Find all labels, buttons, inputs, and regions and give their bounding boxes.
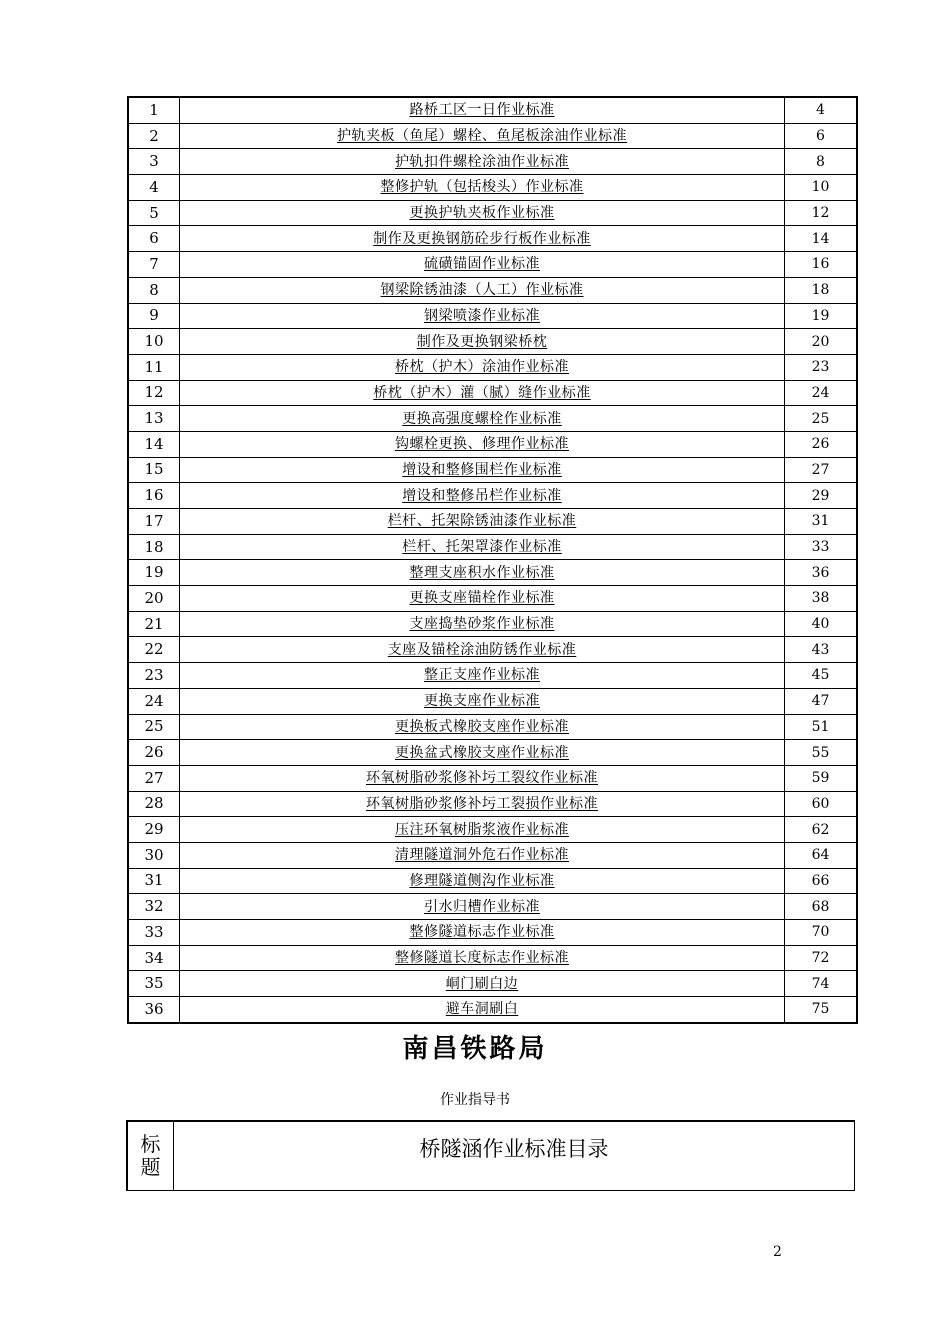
- toc-item-page: 14: [785, 226, 858, 252]
- toc-item-link[interactable]: 桥枕（护木）灌（腻）缝作业标准: [373, 384, 591, 401]
- toc-item-link[interactable]: 制作及更换钢筋砼步行板作业标准: [373, 230, 591, 247]
- title-label: [128, 1122, 174, 1190]
- toc-row: [128, 586, 857, 612]
- toc-item-title-cell: [180, 457, 785, 483]
- toc-item-title-cell: [180, 149, 785, 175]
- toc-item-number: 2: [128, 123, 180, 149]
- toc-item-page: 31: [785, 509, 858, 535]
- toc-row: [128, 252, 857, 278]
- toc-item-number: 20: [128, 586, 180, 612]
- toc-item-link[interactable]: 更换盆式橡胶支座作业标准: [395, 744, 569, 761]
- toc-item-title-cell: [180, 637, 785, 663]
- toc-item-number: 28: [128, 791, 180, 817]
- toc-item-page: 68: [785, 894, 858, 920]
- toc-row: [128, 457, 857, 483]
- toc-item-link[interactable]: 整理支座积水作业标准: [409, 564, 555, 581]
- toc-row: [128, 894, 857, 920]
- toc-item-number: 9: [128, 303, 180, 329]
- toc-item-page: 64: [785, 842, 858, 868]
- toc-item-title-cell: [180, 894, 785, 920]
- toc-item-number: 30: [128, 842, 180, 868]
- toc-body: [128, 97, 857, 1023]
- toc-item-number: 7: [128, 252, 180, 278]
- toc-item-page: 33: [785, 534, 858, 560]
- toc-item-page: 66: [785, 868, 858, 894]
- toc-item-title-cell: [180, 765, 785, 791]
- toc-item-page: 47: [785, 688, 858, 714]
- toc-item-title-cell: [180, 560, 785, 586]
- toc-item-number: 4: [128, 175, 180, 201]
- toc-item-number: 34: [128, 945, 180, 971]
- toc-item-link[interactable]: 制作及更换钢梁桥枕: [416, 333, 548, 350]
- toc-item-number: 36: [128, 997, 180, 1023]
- toc-item-number: 35: [128, 971, 180, 997]
- toc-row: [128, 406, 857, 432]
- toc-item-link[interactable]: 桥枕（护木）涂油作业标准: [395, 359, 569, 376]
- toc-item-link[interactable]: 避车洞刷白: [445, 1001, 519, 1018]
- toc-item-number: 23: [128, 663, 180, 689]
- toc-item-page: 25: [785, 406, 858, 432]
- toc-item-page: 55: [785, 740, 858, 766]
- toc-row: [128, 175, 857, 201]
- page-number: 2: [773, 1244, 782, 1260]
- toc-row: [128, 920, 857, 946]
- toc-item-title-cell: [180, 791, 785, 817]
- toc-item-title-cell: [180, 740, 785, 766]
- toc-item-title-cell: [180, 920, 785, 946]
- toc-item-title-cell: [180, 586, 785, 612]
- toc-item-link[interactable]: 钢梁喷漆作业标准: [424, 307, 540, 324]
- title-box: [126, 1120, 855, 1191]
- toc-row: [128, 277, 857, 303]
- toc-item-link[interactable]: 修理隧道侧沟作业标准: [409, 872, 555, 889]
- toc-item-link[interactable]: 栏杆、托架除锈油漆作业标准: [387, 513, 577, 530]
- toc-item-number: 24: [128, 688, 180, 714]
- document-title: 桥隧涵作业标准目录: [419, 1137, 609, 1161]
- toc-item-page: 75: [785, 997, 858, 1023]
- toc-item-link[interactable]: 整正支座作业标准: [424, 667, 540, 684]
- toc-item-link[interactable]: 更换支座锚栓作业标准: [409, 590, 555, 607]
- toc-item-title-cell: [180, 534, 785, 560]
- toc-row: [128, 868, 857, 894]
- toc-item-number: 10: [128, 329, 180, 355]
- toc-item-number: 5: [128, 200, 180, 226]
- toc-item-page: 20: [785, 329, 858, 355]
- toc-item-title-cell: [180, 354, 785, 380]
- toc-item-title-cell: [180, 277, 785, 303]
- toc-item-link[interactable]: 支座捣垫砂浆作业标准: [409, 616, 555, 633]
- toc-item-page: 23: [785, 354, 858, 380]
- toc-item-page: 16: [785, 252, 858, 278]
- toc-item-page: 70: [785, 920, 858, 946]
- toc-row: [128, 534, 857, 560]
- toc-item-title-cell: [180, 868, 785, 894]
- toc-item-page: 51: [785, 714, 858, 740]
- title-label-line2: 题: [140, 1155, 161, 1179]
- toc-item-title-cell: [180, 817, 785, 843]
- toc-item-title-cell: [180, 997, 785, 1023]
- toc-item-title-cell: [180, 329, 785, 355]
- toc-item-page: 74: [785, 971, 858, 997]
- toc-row: [128, 842, 857, 868]
- toc-row: [128, 380, 857, 406]
- toc-item-link[interactable]: 增设和整修吊栏作业标准: [402, 487, 562, 504]
- toc-row: [128, 431, 857, 457]
- toc-item-number: 27: [128, 765, 180, 791]
- toc-item-link[interactable]: 环氧树脂砂浆修补圬工裂损作业标准: [366, 795, 598, 812]
- toc-item-title-cell: [180, 252, 785, 278]
- toc-item-page: 6: [785, 123, 858, 149]
- toc-item-number: 33: [128, 920, 180, 946]
- toc-item-link[interactable]: 更换板式橡胶支座作业标准: [395, 718, 569, 735]
- toc-item-number: 17: [128, 509, 180, 535]
- toc-row: [128, 714, 857, 740]
- toc-item-title-cell: [180, 123, 785, 149]
- toc-item-title-cell: [180, 431, 785, 457]
- toc-item-page: 19: [785, 303, 858, 329]
- toc-item-title-cell: [180, 611, 785, 637]
- toc-table: [127, 96, 858, 1024]
- toc-item-title-cell: [180, 842, 785, 868]
- toc-item-page: 59: [785, 765, 858, 791]
- toc-item-number: 16: [128, 483, 180, 509]
- toc-row: [128, 611, 857, 637]
- toc-item-link[interactable]: 护轨扣件螺栓涂油作业标准: [395, 153, 569, 170]
- toc-item-title-cell: [180, 688, 785, 714]
- toc-item-title-cell: [180, 175, 785, 201]
- toc-item-page: 43: [785, 637, 858, 663]
- toc-item-number: 31: [128, 868, 180, 894]
- toc-item-page: 8: [785, 149, 858, 175]
- toc-item-number: 29: [128, 817, 180, 843]
- organization-name: 南昌铁路局: [402, 1034, 548, 1064]
- toc-item-link[interactable]: 路桥工区一日作业标准: [409, 102, 555, 119]
- toc-row: [128, 971, 857, 997]
- toc-row: [128, 560, 857, 586]
- toc-item-page: 36: [785, 560, 858, 586]
- toc-row: [128, 945, 857, 971]
- toc-item-page: 24: [785, 380, 858, 406]
- toc-item-link[interactable]: 整修隧道标志作业标准: [409, 924, 555, 941]
- toc-row: [128, 149, 857, 175]
- toc-item-page: 12: [785, 200, 858, 226]
- toc-item-number: 15: [128, 457, 180, 483]
- toc-item-title-cell: [180, 200, 785, 226]
- toc-item-link[interactable]: 硫磺锚固作业标准: [424, 256, 540, 273]
- toc-item-link[interactable]: 环氧树脂砂浆修补圬工裂纹作业标准: [366, 770, 598, 787]
- toc-row: [128, 765, 857, 791]
- toc-item-number: 19: [128, 560, 180, 586]
- toc-item-title-cell: [180, 380, 785, 406]
- toc-item-page: 62: [785, 817, 858, 843]
- toc-row: [128, 688, 857, 714]
- toc-item-page: 45: [785, 663, 858, 689]
- toc-item-title-cell: [180, 945, 785, 971]
- toc-item-page: 26: [785, 431, 858, 457]
- toc-item-number: 26: [128, 740, 180, 766]
- toc-item-number: 18: [128, 534, 180, 560]
- toc-item-page: 38: [785, 586, 858, 612]
- toc-item-number: 32: [128, 894, 180, 920]
- toc-item-title-cell: [180, 226, 785, 252]
- toc-item-link[interactable]: 栏杆、托架罩漆作业标准: [402, 539, 562, 556]
- toc-row: [128, 791, 857, 817]
- toc-item-link[interactable]: 压注环氧树脂浆液作业标准: [395, 821, 569, 838]
- toc-item-number: 21: [128, 611, 180, 637]
- toc-item-link[interactable]: 钩螺栓更换、修理作业标准: [395, 436, 569, 453]
- toc-row: [128, 354, 857, 380]
- toc-row: [128, 483, 857, 509]
- toc-row: [128, 663, 857, 689]
- toc-item-page: 72: [785, 945, 858, 971]
- toc-row: [128, 740, 857, 766]
- toc-item-number: 22: [128, 637, 180, 663]
- title-label-line1: 标: [140, 1132, 161, 1156]
- toc-item-page: 27: [785, 457, 858, 483]
- toc-item-link[interactable]: 更换高强度螺栓作业标准: [402, 410, 562, 427]
- toc-item-title-cell: [180, 971, 785, 997]
- toc-item-page: 60: [785, 791, 858, 817]
- toc-item-title-cell: [180, 663, 785, 689]
- toc-item-link[interactable]: 整修护轨（包括梭头）作业标准: [380, 179, 584, 196]
- toc-item-link[interactable]: 护轨夹板（鱼尾）螺栓、鱼尾板涂油作业标准: [337, 128, 627, 145]
- toc-item-page: 18: [785, 277, 858, 303]
- toc-item-number: 13: [128, 406, 180, 432]
- toc-row: [128, 329, 857, 355]
- toc-item-page: 4: [785, 97, 858, 123]
- toc-row: [128, 817, 857, 843]
- toc-item-link[interactable]: 引水归槽作业标准: [424, 898, 540, 915]
- document-type: 作业指导书: [440, 1092, 510, 1108]
- toc-row: [128, 97, 857, 123]
- toc-row: [128, 997, 857, 1023]
- toc-item-link[interactable]: 支座及锚栓涂油防锈作业标准: [387, 641, 577, 658]
- toc-item-title-cell: [180, 714, 785, 740]
- toc-item-number: 12: [128, 380, 180, 406]
- toc-item-number: 11: [128, 354, 180, 380]
- toc-item-link[interactable]: 峒门刷白边: [445, 975, 519, 992]
- toc-item-title-cell: [180, 406, 785, 432]
- toc-row: [128, 303, 857, 329]
- toc-item-number: 25: [128, 714, 180, 740]
- toc-item-link[interactable]: 整修隧道长度标志作业标准: [395, 950, 569, 967]
- toc-row: [128, 509, 857, 535]
- toc-row: [128, 226, 857, 252]
- toc-item-page: 40: [785, 611, 858, 637]
- toc-item-link[interactable]: 增设和整修围栏作业标准: [402, 461, 562, 478]
- toc-item-title-cell: [180, 97, 785, 123]
- toc-item-number: 14: [128, 431, 180, 457]
- toc-row: [128, 123, 857, 149]
- toc-item-title-cell: [180, 509, 785, 535]
- toc-row: [128, 200, 857, 226]
- toc-item-title-cell: [180, 483, 785, 509]
- toc-item-link[interactable]: 钢梁除锈油漆（人工）作业标准: [380, 282, 584, 299]
- toc-item-page: 10: [785, 175, 858, 201]
- toc-item-number: 6: [128, 226, 180, 252]
- toc-item-link[interactable]: 更换护轨夹板作业标准: [409, 205, 555, 222]
- toc-item-page: 29: [785, 483, 858, 509]
- toc-item-title-cell: [180, 303, 785, 329]
- toc-row: [128, 637, 857, 663]
- toc-item-number: 8: [128, 277, 180, 303]
- toc-item-link[interactable]: 清理隧道洞外危石作业标准: [395, 847, 569, 864]
- toc-item-number: 1: [128, 97, 180, 123]
- toc-item-number: 3: [128, 149, 180, 175]
- toc-item-link[interactable]: 更换支座作业标准: [424, 693, 540, 710]
